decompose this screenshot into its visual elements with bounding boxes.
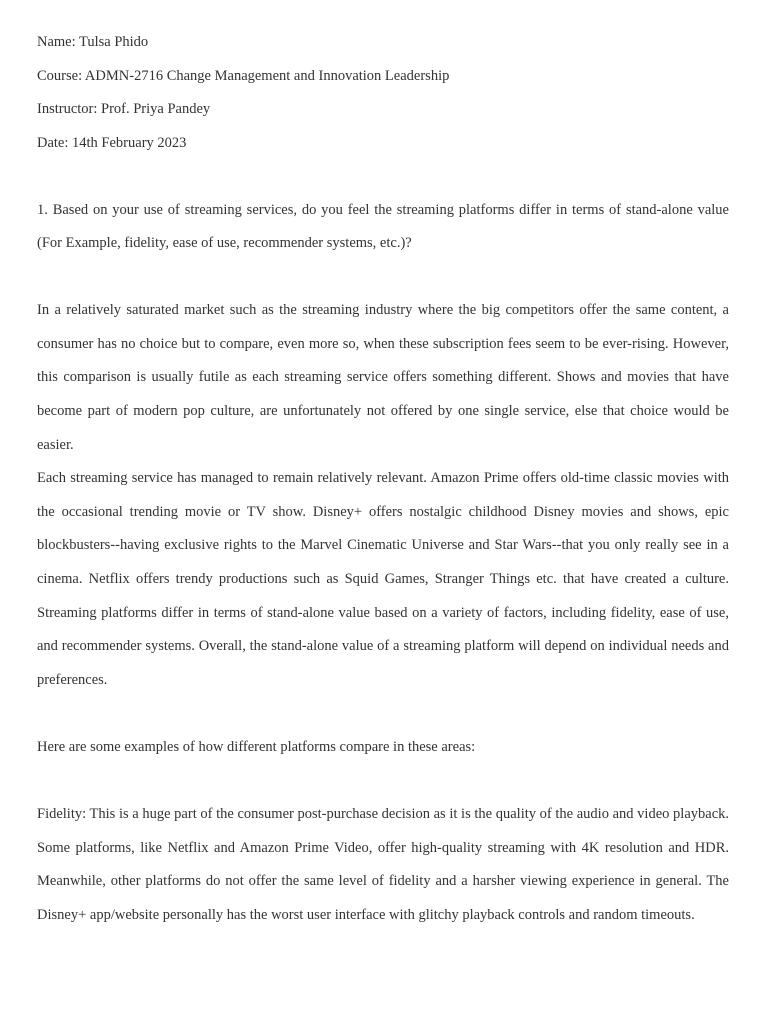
spacer — [37, 764, 729, 798]
spacer — [37, 697, 729, 731]
paragraph-examples-intro: Here are some examples of how different platforms compare in these areas: — [37, 738, 476, 755]
paragraph-service-relevance: Each streaming service has managed to remain relatively relevant. Amazon Prime offers old-time classic movies with the occasional trending movie or TV show. Disney+ offers nostalgic childhood Disney movies and shows, epic blockbusters--having exclusive rights to the Marvel Cinematic Universe and Star Wars--that you only really see in a cinema. Netflix offers trendy productions such as Squid Games, Stranger Things etc. that have created a culture. Streaming platforms differ in terms of stand-alone value based on a variety of factors, including fidelity, ease of use, and recommender systems. Overall, the stand-alone value of a streaming platform will depend on individual needs and preferences. — [37, 470, 729, 688]
student-name: Name: Tulsa Phido — [37, 34, 149, 50]
spacer — [37, 160, 729, 194]
course-name: Course: ADMN-2716 Change Management and Innovation Leadership — [37, 67, 450, 84]
paragraph-market-comparison: In a relatively saturated market such as the streaming industry where the big competitors offer the same content, a consumer has no choice but to compare, even more so, when these subscription fees seem to be ever-rising. However, this comparison is usually futile as each streaming service offers something different. Shows and movies that have become part of modern pop culture, are unfortunately not offered by one single service, else that choice would be easier. — [37, 302, 729, 453]
instructor-name: Instructor: Prof. Priya Pandey — [37, 101, 211, 117]
submission-date: Date: 14th February 2023 — [37, 134, 187, 151]
question-text: 1. Based on your use of streaming services, do you feel the streaming platforms differ in terms of stand-alone value (For Example, fidelity, ease of use, recommender systems, etc.)? — [37, 201, 729, 252]
document-page — [37, 26, 729, 932]
spacer — [37, 261, 729, 295]
paragraph-fidelity: Fidelity: This is a huge part of the consumer post-purchase decision as it is the quality of the audio and video playback. Some platforms, like Netflix and Amazon Prime Video, offer high-quality streaming with 4K resolution and HDR. Meanwhile, other platforms do not offer the same level of fidelity and a harsher viewing experience in general. The Disney+ app/website personally has the worst user interface with glitchy playback controls and random timeouts. — [37, 805, 729, 923]
